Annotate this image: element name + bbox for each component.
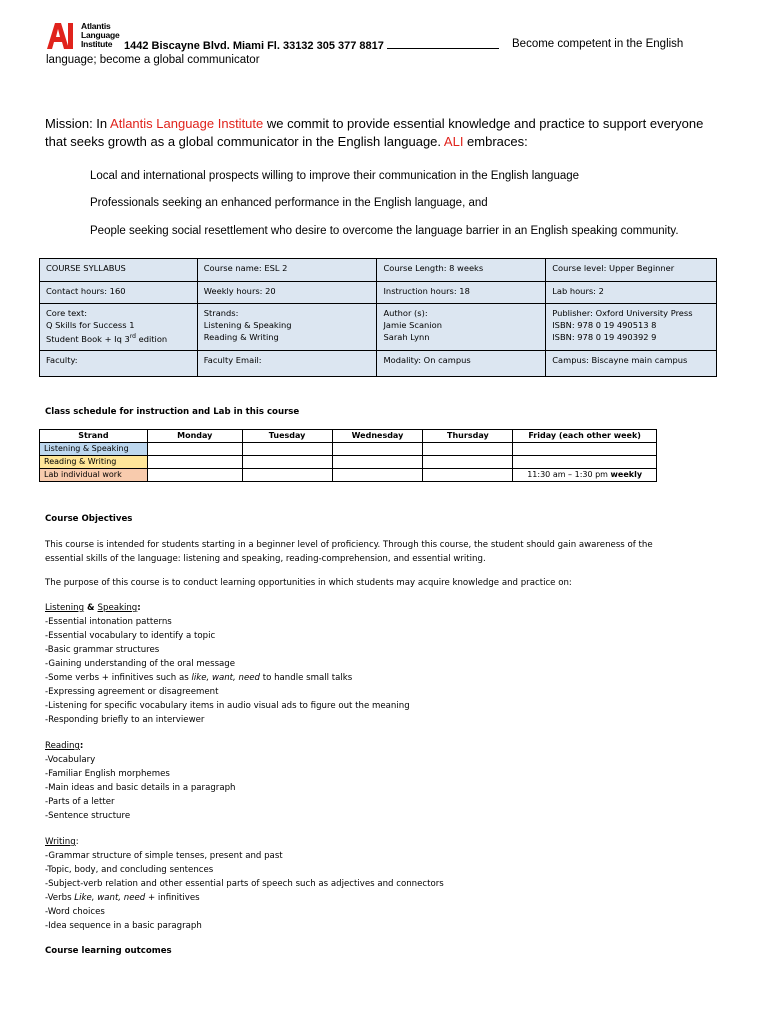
- strands-cell: [197, 304, 377, 351]
- author-cell: [377, 304, 546, 351]
- cell-line: Q Skills for Success 1: [46, 320, 135, 330]
- table-cell: [242, 456, 332, 469]
- lab-time-cell: [513, 469, 657, 482]
- address-line: [124, 39, 499, 52]
- table-cell: [242, 469, 332, 482]
- item-text: -Verbs: [45, 893, 75, 903]
- slogan-line-2: language; become a global communicator: [46, 54, 260, 66]
- table-cell: [332, 456, 423, 469]
- mission-suffix: embraces:: [463, 134, 528, 149]
- table-cell: Instruction hours: 18: [377, 282, 546, 304]
- title-reading: Reading: [45, 741, 80, 751]
- table-row: [40, 443, 657, 456]
- list-item: -Parts of a letter: [45, 797, 115, 807]
- table-row: [40, 351, 717, 377]
- table-row: [40, 259, 717, 282]
- edition-suffix: edition: [135, 333, 168, 344]
- table-cell: [242, 443, 332, 456]
- address-text: 1442 Biscayne Blvd. Miami Fl. 33132 305 377 8817: [124, 40, 384, 52]
- list-item: -Grammar structure of simple tenses, present and past: [45, 851, 283, 861]
- table-cell: [332, 469, 423, 482]
- table-cell: COURSE SYLLABUS: [40, 259, 198, 282]
- item-text: to handle small talks: [260, 673, 353, 683]
- list-item: -Basic grammar structures: [45, 645, 160, 655]
- table-cell: [147, 443, 242, 456]
- reading-section: [45, 739, 236, 823]
- cell-line: ISBN: 978 0 19 490392 9: [552, 332, 657, 342]
- column-header: Wednesday: [332, 430, 423, 443]
- section-title: [45, 601, 410, 615]
- cell-line: Listening & Speaking: [203, 320, 292, 330]
- cell-line: Core text:: [46, 308, 88, 318]
- title-colon: :: [75, 837, 79, 847]
- strand-cell: Lab individual work: [40, 469, 148, 482]
- list-item: -Topic, body, and concluding sentences: [45, 865, 214, 875]
- item-text: -Some verbs + infinitives such as: [45, 673, 192, 683]
- list-item: -Essential vocabulary to identify a topic: [45, 631, 216, 641]
- table-row: [40, 456, 657, 469]
- table-cell: [513, 456, 657, 469]
- list-item: -Word choices: [45, 907, 105, 917]
- table-cell: [513, 443, 657, 456]
- table-row: [40, 282, 717, 304]
- lab-time: 11:30 am – 1:30 pm: [527, 470, 611, 479]
- logo-line-3: Institute: [81, 39, 113, 49]
- slogan-line-1: Become competent in the English: [512, 38, 684, 50]
- table-cell: Faculty Email:: [197, 351, 377, 377]
- cell-line: Strands:: [203, 308, 239, 318]
- cell-line: Author (s):: [383, 308, 428, 318]
- title-colon: :: [137, 603, 141, 613]
- mission-body: we commit to provide essential knowledge and practice to support everyone that seeks growth as a global communicator in the English language: [45, 116, 704, 149]
- core-text-cell: [40, 304, 198, 351]
- cell-line: Reading & Writing: [203, 332, 279, 342]
- list-item: [45, 891, 444, 905]
- table-row: [40, 304, 717, 351]
- mission-dot: .: [437, 134, 444, 149]
- list-item: -Listening for specific vocabulary items in audio visual ads to figure out the meaning: [45, 701, 410, 711]
- list-item: -Sentence structure: [45, 811, 131, 821]
- table-cell: Campus: Biscayne main campus: [546, 351, 717, 377]
- table-cell: [423, 469, 513, 482]
- schedule-title: Class schedule for instruction and Lab in this course: [45, 407, 300, 417]
- title-colon: :: [79, 741, 84, 751]
- lab-weekly: weekly: [610, 470, 643, 479]
- edition-sup: rd: [129, 333, 136, 340]
- column-header: Monday: [147, 430, 242, 443]
- column-header: Tuesday: [242, 430, 332, 443]
- title-listening: Listening: [45, 603, 85, 613]
- list-item: -Familiar English morphemes: [45, 769, 170, 779]
- table-cell: Course name: ESL 2: [197, 259, 377, 282]
- writing-section: [45, 835, 444, 933]
- table-cell: [147, 469, 242, 482]
- cell-line: ISBN: 978 0 19 490513 8: [552, 320, 657, 330]
- logo-line-2: Language: [81, 30, 120, 40]
- list-item: -Essential intonation patterns: [45, 617, 172, 627]
- cell-line: Publisher: Oxford University Press: [552, 308, 693, 318]
- table-row: [40, 469, 657, 482]
- paragraph-line: essential skills of the language: listening and speaking, reading-comprehension, and essential writing.: [45, 554, 486, 564]
- list-item: -Expressing agreement or disagreement: [45, 687, 219, 697]
- listening-speaking-section: [45, 601, 410, 727]
- table-cell: [332, 443, 423, 456]
- list-item: -Gaining understanding of the oral message: [45, 659, 236, 669]
- syllabus-table: [39, 258, 717, 377]
- mission-org-name: Atlantis Language Institute: [110, 116, 264, 131]
- cell-line: Sarah Lynn: [383, 332, 430, 342]
- paragraph-line: This course is intended for students starting in a beginner level of proficiency. Through this course, the student should gain awareness of the: [45, 540, 653, 550]
- title-speaking: Speaking: [97, 603, 138, 613]
- objectives-paragraph-1: [45, 538, 653, 566]
- title-amp: &: [84, 603, 98, 613]
- atlantis-logo: [47, 21, 120, 52]
- table-cell: Faculty:: [40, 351, 198, 377]
- strand-cell: Listening & Speaking: [40, 443, 148, 456]
- column-header: Strand: [40, 430, 148, 443]
- table-cell: Course Length: 8 weeks: [377, 259, 546, 282]
- table-header-row: [40, 430, 657, 443]
- table-cell: Contact hours: 160: [40, 282, 198, 304]
- section-title: [45, 835, 444, 849]
- embrace-item: People seeking social resettlement who desire to overcome the language barrier in an English speaking community.: [90, 225, 679, 237]
- mission-ali: ALI: [443, 134, 464, 149]
- list-item: [45, 671, 410, 685]
- table-cell: Weekly hours: 20: [197, 282, 377, 304]
- objectives-paragraph-2: The purpose of this course is to conduct learning opportunities in which students may acquire knowledge and practice on:: [45, 578, 572, 588]
- address-underline: [387, 39, 499, 49]
- table-cell: Lab hours: 2: [546, 282, 717, 304]
- outcomes-heading: Course learning outcomes: [45, 946, 172, 956]
- list-item: -Subject-verb relation and other essential parts of speech such as adjectives and connectors: [45, 879, 444, 889]
- list-item: -Vocabulary: [45, 755, 96, 765]
- mission-prefix: Mission: In: [45, 116, 111, 131]
- table-cell: [423, 443, 513, 456]
- embrace-item: Professionals seeking an enhanced performance in the English language, and: [90, 197, 488, 209]
- ali-logo-icon: [47, 23, 73, 49]
- list-item: -Idea sequence in a basic paragraph: [45, 921, 202, 931]
- list-item: -Main ideas and basic details in a paragraph: [45, 783, 236, 793]
- item-italic: Like, want, need: [74, 893, 146, 903]
- mission-statement: [45, 115, 725, 151]
- objectives-heading: Course Objectives: [45, 514, 133, 524]
- strand-cell: Reading & Writing: [40, 456, 148, 469]
- schedule-table: [39, 429, 657, 482]
- publisher-cell: [546, 304, 717, 351]
- logo-line-1: Atlantis: [81, 21, 111, 31]
- cell-line: [46, 331, 191, 345]
- embrace-item: Local and international prospects willing to improve their communication in the English language: [90, 170, 580, 182]
- column-header: Thursday: [423, 430, 513, 443]
- list-item: -Responding briefly to an interviewer: [45, 715, 205, 725]
- cell-line: Jamie Scanion: [383, 320, 442, 330]
- column-header: Friday (each other week): [513, 430, 657, 443]
- logo-text: [81, 22, 120, 49]
- edition-text: Student Book + Iq 3: [46, 333, 130, 344]
- section-title: [45, 739, 236, 753]
- item-italic: like, want, need: [191, 673, 260, 683]
- item-text: + infinitives: [145, 893, 200, 903]
- table-cell: Course level: Upper Beginner: [546, 259, 717, 282]
- table-cell: [423, 456, 513, 469]
- table-cell: [147, 456, 242, 469]
- table-cell: Modality: On campus: [377, 351, 546, 377]
- title-writing: Writing: [45, 837, 76, 847]
